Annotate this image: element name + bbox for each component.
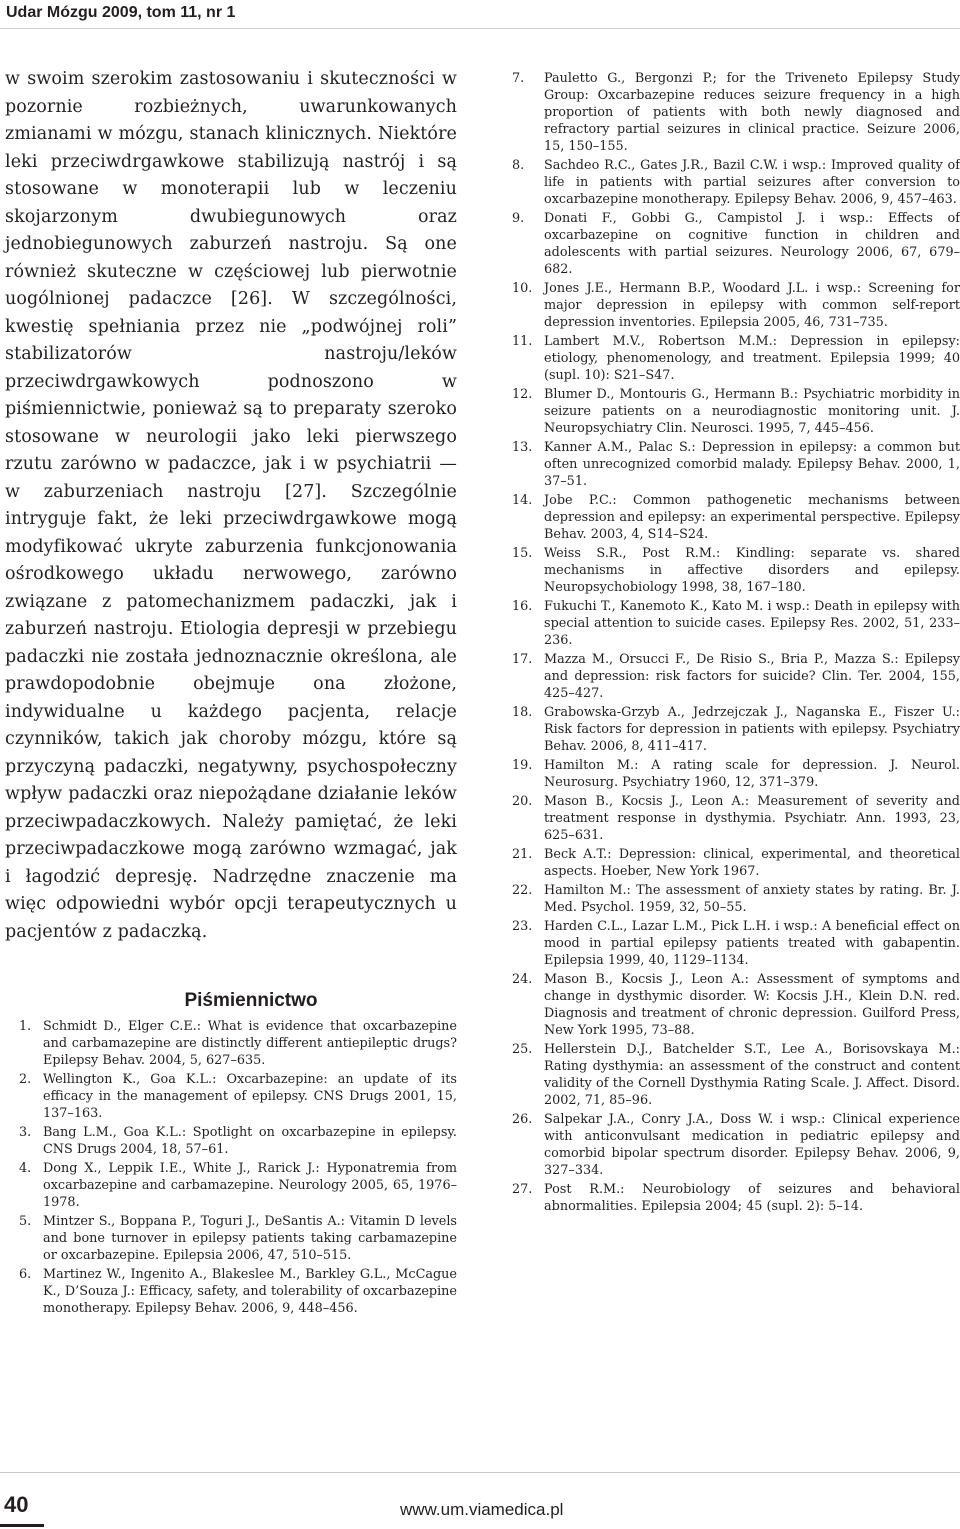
reference-text: Dong X., Leppik I.E., White J., Rarick J.: Hyponatremia from oxcarbazepine and carbamazepine. Neurology 2005, 65, 1976–1978.	[43, 1161, 457, 1210]
reference-text: Donati F., Gobbi G., Campistol J. i wsp.: Effects of oxcarbazepine on cognitive function in children and adolescents with partial seizures. Neurology 2006, 67, 679–682.	[544, 211, 960, 277]
reference-number: 9.	[512, 211, 525, 226]
reference-text: Beck A.T.: Depression: clinical, experimental, and theoretical aspects. Hoeber, New York 1967.	[544, 847, 960, 879]
reference-item	[5, 1213, 457, 1264]
reference-text: Hamilton M.: A rating scale for depression. J. Neurol. Neurosurg. Psychiatry 1960, 12, 371–379.	[544, 758, 960, 790]
page-number: 40	[4, 1492, 29, 1517]
reference-item	[508, 70, 960, 155]
reference-number: 13.	[512, 440, 533, 455]
reference-text: Blumer D., Montouris G., Hermann B.: Psychiatric morbidity in seizure patients on a neurodiagnostic monitoring unit. J. Neuropsychiatry Clin. Neurosci. 1995, 7, 445–456.	[544, 387, 960, 436]
reference-item	[5, 1018, 457, 1069]
reference-item	[508, 918, 960, 969]
reference-number: 4.	[19, 1161, 32, 1176]
reference-number: 15.	[512, 546, 533, 561]
reference-text: Salpekar J.A., Conry J.A., Doss W. i wsp.: Clinical experience with anticonvulsant medication in pediatric epilepsy and comorbid bipolar spectrum disorder. Epilepsy Behav. 2006, 9, 327–334.	[544, 1112, 960, 1178]
reference-text: Fukuchi T., Kanemoto K., Kato M. i wsp.: Death in epilepsy with special attention to suicide cases. Epilepsy Res. 2002, 51, 233–236.	[544, 599, 960, 648]
reference-number: 5.	[19, 1214, 32, 1229]
reference-item	[508, 157, 960, 208]
reference-number: 3.	[19, 1125, 32, 1140]
reference-number: 12.	[512, 387, 533, 402]
reference-number: 11.	[512, 334, 533, 349]
reference-list-right	[508, 70, 960, 1215]
reference-number: 22.	[512, 883, 533, 898]
reference-text: Lambert M.V., Robertson M.M.: Depression in epilepsy: etiology, phenomenology, and treatment. Epilepsia 1999; 40 (supl. 10): S21–S47.	[544, 334, 960, 383]
reference-text: Weiss S.R., Post R.M.: Kindling: separate vs. shared mechanisms in affective disorders and epilepsy. Neuropsychobiology 1998, 38, 167–180.	[544, 546, 960, 595]
reference-number: 2.	[19, 1072, 32, 1087]
reference-number: 27.	[512, 1182, 533, 1197]
reference-number: 24.	[512, 972, 533, 987]
reference-text: Martinez W., Ingenito A., Blakeslee M., Barkley G.L., McCague K., D’Souza J.: Efficacy, safety, and tolerability of oxcarbazepine monotherapy. Epilepsy Behav. 2006, 9, 448–456.	[43, 1267, 457, 1316]
page-number-underline	[0, 1524, 44, 1527]
reference-item	[508, 386, 960, 437]
reference-text: Kanner A.M., Palac S.: Depression in epilepsy: a common but often unrecognized comorbid malady. Epilepsy Behav. 2000, 1, 37–51.	[544, 440, 960, 489]
reference-number: 25.	[512, 1042, 533, 1057]
reference-text: Hellerstein D.J., Batchelder S.T., Lee A., Borisovskaya M.: Rating dysthymia: an assessment of the construct and content validity of the Cornell Dysthymia Rating Scale. J. Affect. Disord. 2002, 71, 85–96.	[544, 1042, 960, 1108]
reference-number: 18.	[512, 705, 533, 720]
reference-text: Jobe P.C.: Common pathogenetic mechanisms between depression and epilepsy: an experimental perspective. Epilepsy Behav. 2003, 4, S14–S24.	[544, 493, 960, 542]
reference-number: 20.	[512, 794, 533, 809]
publisher-website[interactable]: www.um.viamedica.pl	[400, 1500, 564, 1519]
reference-item	[508, 210, 960, 278]
reference-text: Post R.M.: Neurobiology of seizures and behavioral abnormalities. Epilepsia 2004; 45 (supl. 2): 5–14.	[544, 1182, 960, 1214]
reference-number: 7.	[512, 71, 525, 86]
reference-text: Mazza M., Orsucci F., De Risio S., Bria P., Mazza S.: Epilepsy and depression: risk factors for suicide? Clin. Ter. 2004, 155, 425–427.	[544, 652, 960, 701]
reference-text: Mason B., Kocsis J., Leon A.: Assessment of symptoms and change in dysthymic disorder. W: Kocsis J.H., Klein D.N. red. Diagnosis and treatment of chronic depression. Guilford Press, New York 1995, 73–88.	[544, 972, 960, 1038]
reference-text: Bang L.M., Goa K.L.: Spotlight on oxcarbazepine in epilepsy. CNS Drugs 2004, 18, 57–61.	[43, 1125, 457, 1157]
reference-number: 26.	[512, 1112, 533, 1127]
footer-divider	[0, 1472, 960, 1473]
reference-item	[508, 1181, 960, 1215]
body-paragraph: w swoim szerokim zastosowaniu i skuteczności w pozornie rozbieżnych, uwarunkowanych zmianami w mózgu, stanach klinicznych. Niektóre leki przeciwdrgawkowe stabilizują nastrój i są stosowane w monoterapii lub w leczeniu skojarzonym dwubiegunowych oraz jednobiegunowych zaburzeń nastroju. Są one również skuteczne w częściowej lub pierwotnie uogólnionej padaczce [26]. W szczególności, kwestię spełniania przez nie „podwójnej roli” stabilizatorów nastroju/leków przeciwdrgawkowych podnoszono w piśmiennictwie, ponieważ są to preparaty szeroko stosowane w neurologii jako leki pierwszego rzutu zarówno w padaczce, jak i w psychiatrii — w zaburzeniach nastroju [27]. Szczególnie intryguje fakt, że leki przeciwdrgawkowe mogą modyfikować ukryte zaburzenia funkcjonowania ośrodkowego układu nerwowego, zarówno związane z patomechanizmem padaczki, jak i zaburzeń nastroju. Etiologia depresji w przebiegu padaczki nie została jednoznacznie określona, ale prawdopodobnie obejmuje ona złożone, indywidualne u każdego pacjenta, relacje czynników, takich jak choroby mózgu, które są przyczyną padaczki, negatywny, psychospołeczny wpływ padaczki oraz niepożądane działanie leków przeciwpadaczkowych. Należy pamiętać, że leki przeciwpadaczkowe mogą zarówno wzmagać, jak i łagodzić depresję. Nadrzędne znaczenie ma więc odpowiedni wybór opcji terapeutycznych u pacjentów z padaczką.	[5, 69, 457, 942]
reference-number: 6.	[19, 1267, 32, 1282]
reference-text: Mintzer S., Boppana P., Toguri J., DeSantis A.: Vitamin D levels and bone turnover in epilepsy patients taking carbamazepine or oxcarbazepine. Epilepsia 2006, 47, 510–515.	[43, 1214, 457, 1263]
reference-text: Sachdeo R.C., Gates J.R., Bazil C.W. i wsp.: Improved quality of life in patients with partial seizures after conversion to oxcarbazepine monotherapy. Epilepsy Behav. 2006, 9, 457–463.	[544, 158, 960, 207]
reference-item	[508, 492, 960, 543]
reference-text: Harden C.L., Lazar L.M., Pick L.H. i wsp.: A beneficial effect on mood in partial epilepsy patients treated with gabapentin. Epilepsia 1999, 40, 1129–1134.	[544, 919, 960, 968]
reference-item	[508, 1041, 960, 1109]
reference-number: 19.	[512, 758, 533, 773]
reference-text: Wellington K., Goa K.L.: Oxcarbazepine: an update of its efficacy in the management of epilepsy. CNS Drugs 2001, 15, 137–163.	[43, 1072, 457, 1121]
reference-number: 23.	[512, 919, 533, 934]
running-header	[0, 0, 960, 29]
reference-item	[508, 1111, 960, 1179]
reference-item	[508, 757, 960, 791]
reference-item	[5, 1071, 457, 1122]
reference-item	[508, 846, 960, 880]
reference-text: Schmidt D., Elger C.E.: What is evidence that oxcarbazepine and carbamazepine are distinctly different antiepileptic drugs? Epilepsy Behav. 2004, 5, 627–635.	[43, 1019, 457, 1068]
reference-item	[508, 545, 960, 596]
reference-item	[508, 882, 960, 916]
reference-item	[5, 1266, 457, 1317]
reference-number: 10.	[512, 281, 533, 296]
reference-item	[508, 971, 960, 1039]
journal-title: Udar Mózgu 2009, tom 11, nr 1	[6, 4, 236, 21]
reference-item	[508, 439, 960, 490]
reference-item	[508, 793, 960, 844]
references-heading: Piśmiennictwo	[184, 990, 318, 1011]
reference-item	[5, 1124, 457, 1158]
reference-item	[508, 651, 960, 702]
reference-number: 1.	[19, 1019, 32, 1034]
reference-item	[508, 280, 960, 331]
reference-text: Grabowska-Grzyb A., Jedrzejczak J., Naganska E., Fiszer U.: Risk factors for depression in patients with epilepsy. Psychiatry Behav. 2006, 8, 411–417.	[544, 705, 960, 754]
reference-number: 21.	[512, 847, 533, 862]
reference-item	[5, 1160, 457, 1211]
reference-item	[508, 598, 960, 649]
reference-number: 14.	[512, 493, 533, 508]
reference-text: Mason B., Kocsis J., Leon A.: Measurement of severity and treatment response in dysthymia. Psychiatr. Ann. 1993, 23, 625–631.	[544, 794, 960, 843]
left-column	[5, 66, 457, 1319]
reference-number: 8.	[512, 158, 525, 173]
reference-text: Jones J.E., Hermann B.P., Woodard J.L. i wsp.: Screening for major depression in epilepsy with common self-report depression inventories. Epilepsia 2005, 46, 731–735.	[544, 281, 960, 330]
reference-number: 17.	[512, 652, 533, 667]
reference-item	[508, 704, 960, 755]
reference-text: Pauletto G., Bergonzi P.; for the Triveneto Epilepsy Study Group: Oxcarbazepine reduces seizure frequency in a high proportion of patients with both newly diagnosed and refractory partial seizures in clinical practice. Seizure 2006, 15, 150–155.	[544, 71, 960, 154]
right-column	[508, 70, 960, 1217]
reference-list-left	[5, 1018, 457, 1317]
reference-number: 16.	[512, 599, 533, 614]
reference-item	[508, 333, 960, 384]
reference-text: Hamilton M.: The assessment of anxiety states by rating. Br. J. Med. Psychol. 1959, 32, 50–55.	[544, 883, 960, 915]
